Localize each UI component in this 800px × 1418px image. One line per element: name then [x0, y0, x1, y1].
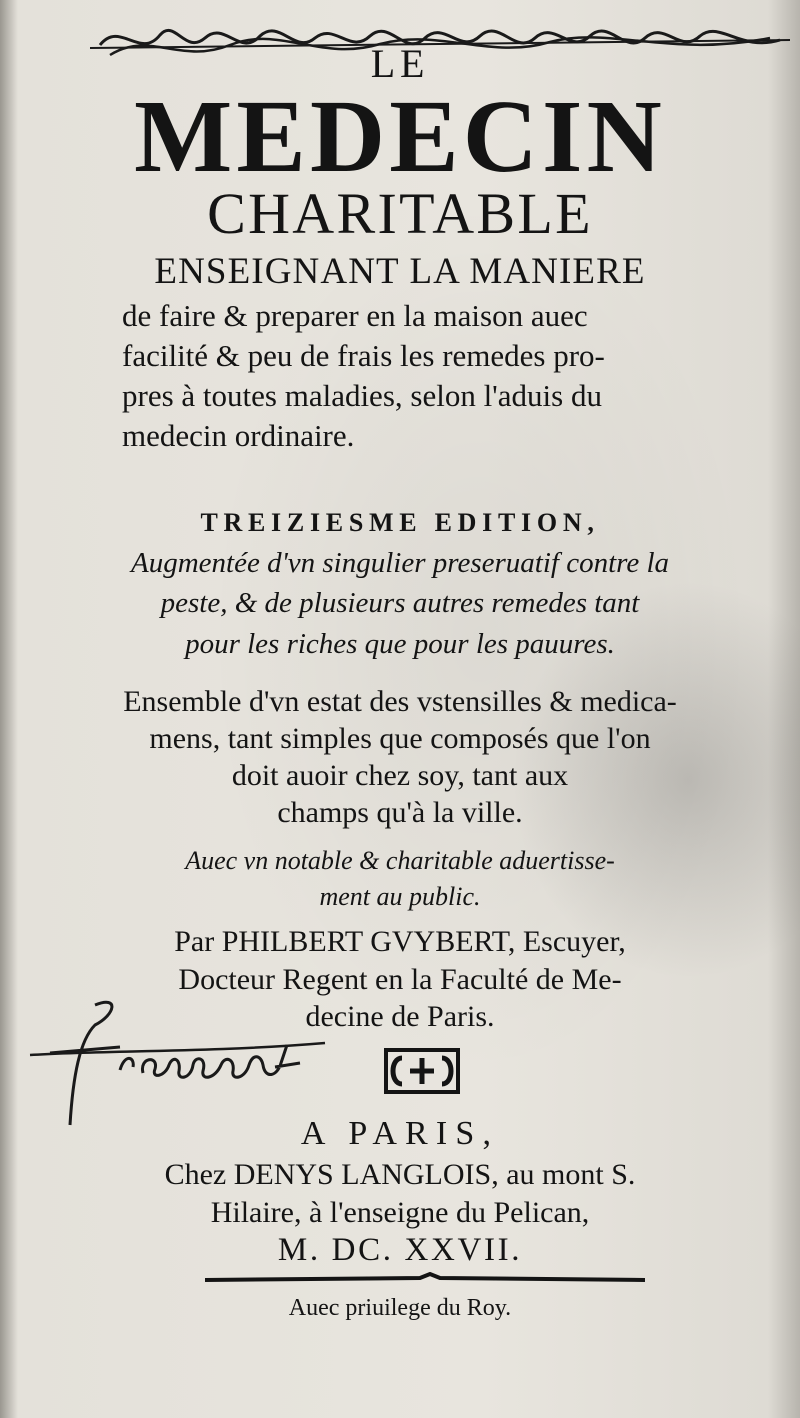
title-medecin: MEDECIN	[134, 79, 666, 194]
description-line: de faire & preparer en la maison auec	[122, 298, 588, 333]
handwritten-signature	[25, 995, 335, 1135]
title-charitable: CHARITABLE	[207, 181, 593, 246]
decorative-rule	[205, 1272, 645, 1286]
author-line: Docteur Regent en la Faculté de Me-	[178, 963, 622, 996]
advertisement-line: ment au public.	[319, 882, 481, 911]
description-line: medecin ordinaire.	[122, 418, 355, 453]
royal-privilege: Auec priuilege du Roy.	[288, 1295, 512, 1321]
ensemble-line: champs qu'à la ville.	[277, 796, 523, 829]
augmentee-line: pour les riches que pour les pauures.	[185, 628, 615, 660]
publisher-line: Hilaire, à l'enseigne du Pelican,	[210, 1196, 590, 1229]
description-line: pres à toutes maladies, selon l'aduis du	[122, 378, 602, 413]
ensemble-line: doit auoir chez soy, tant aux	[231, 759, 569, 792]
place-of-publication: A PARIS,	[300, 1115, 500, 1152]
printers-ornament	[382, 1046, 462, 1096]
augmentee-line: peste, & de plusieurs autres remedes tant	[160, 587, 640, 619]
author-line: decine de Paris.	[305, 1000, 495, 1033]
title-le: LE	[370, 41, 430, 86]
advertisement-line: Auec vn notable & charitable aduertisse-	[185, 846, 615, 875]
ensemble-line: mens, tant simples que composés que l'on	[149, 722, 651, 755]
publisher-line: Chez DENYS LANGLOIS, au mont S.	[164, 1158, 636, 1191]
description-line: facilité & peu de frais les remedes pro-	[122, 338, 605, 373]
edition-heading: TREIZIESME EDITION,	[200, 508, 600, 537]
ensemble-line: Ensemble d'vn estat des vstensilles & medica-	[123, 685, 677, 718]
publication-year: M. DC. XXVII.	[277, 1232, 523, 1268]
subtitle: ENSEIGNANT LA MANIERE	[154, 251, 646, 292]
author-line: Par PHILBERT GVYBERT, Escuyer,	[174, 925, 626, 958]
augmentee-line: Augmentée d'vn singulier preseruatif contre la	[130, 547, 670, 579]
